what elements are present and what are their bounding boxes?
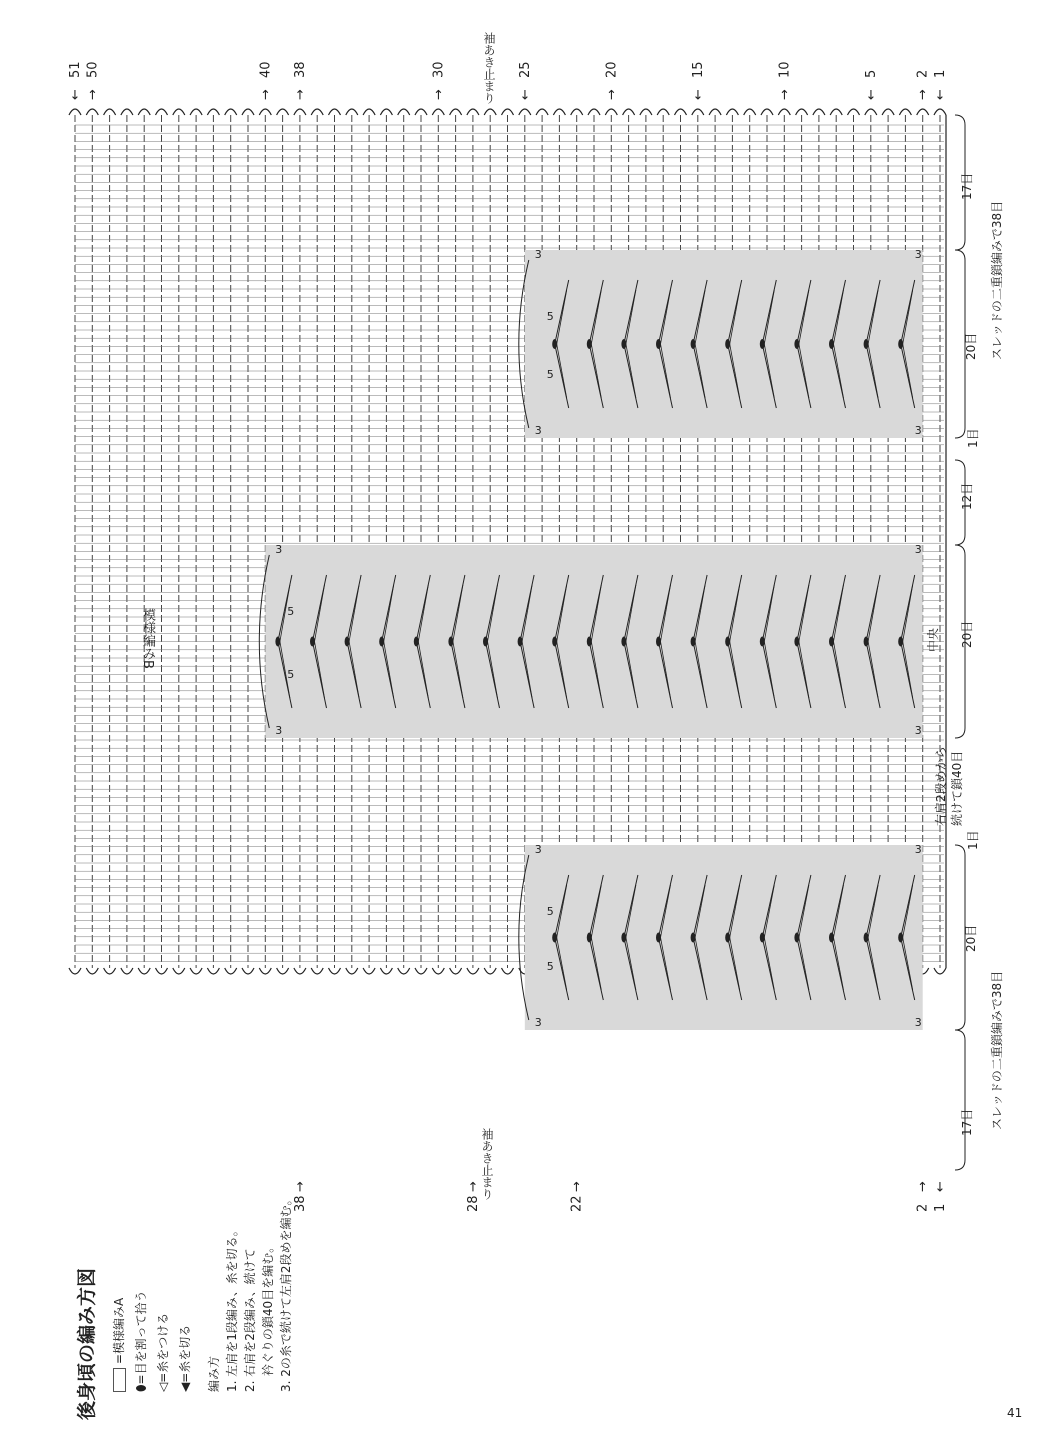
turning-chain [917,109,929,115]
turning-chain [259,109,271,115]
turning-chain [294,968,306,974]
split-pick-mark [691,637,696,647]
motif-count: 3 [534,424,542,437]
motif-count: 3 [534,1016,542,1029]
arrow-left-icon: ← [863,89,879,100]
turning-chain [104,109,116,115]
turning-chain [709,109,721,115]
split-pick-mark [587,637,592,647]
turning-chain [190,968,202,974]
arrow-left-icon: ← [933,1181,948,1192]
motif-count: 5 [546,310,554,323]
turning-chain [796,109,808,115]
motif-count: 3 [914,724,922,737]
split-pick-mark [898,637,903,647]
motif-count: 3 [914,843,922,856]
motif-count: 3 [534,248,542,261]
row-number-top: 40 [258,61,274,78]
split-pick-mark [656,933,661,943]
sleeve-stop-label-bottom: 袖あき止まり [480,1128,494,1200]
split-pick-mark [621,933,626,943]
turning-chain [502,968,514,974]
slit-note-bottom: スレッドの二重鎖編みで38目 [990,970,1004,1130]
legend-item-join: ◁=糸をつける [156,1312,170,1392]
turning-chain [571,109,583,115]
row-number-top: 2 [915,69,931,78]
turning-chain [329,109,341,115]
turning-chain [69,109,81,115]
split-pick-mark [829,339,834,349]
turning-chain [311,109,323,115]
turning-chain [398,109,410,115]
motif-count: 5 [287,605,295,618]
split-pick-mark [621,637,626,647]
center-label: 中央 [926,627,940,652]
row-number-bottom: 22 [569,1195,585,1212]
turning-chain [432,968,444,974]
row-number-top: 50 [85,61,101,78]
turning-chain [380,968,392,974]
motif-count: 5 [546,368,554,381]
split-pick-mark [587,933,592,943]
pattern-b-label: 模様編みB [140,608,155,669]
arrow-right-icon: → [915,89,931,100]
turning-chain [294,109,306,115]
arrow-right-icon: → [292,89,308,100]
arrow-left-icon: ← [933,89,948,100]
turning-chain [623,109,635,115]
motif-count: 3 [914,543,922,556]
split-pick-mark [794,933,799,943]
arrow-right-icon: → [258,89,274,100]
turning-chain [69,968,81,974]
turning-chain [899,109,911,115]
turning-chain [553,109,565,115]
split-pick-mark [829,933,834,943]
turning-chain [156,109,168,115]
motif-count: 5 [546,960,554,973]
turning-chain [207,968,219,974]
turning-chain [277,109,289,115]
motif-count: 5 [287,668,295,681]
turning-chain [138,968,150,974]
row-number-bottom: 28 [465,1195,481,1212]
turning-chain [398,968,410,974]
turning-chain [380,109,392,115]
turning-chain [363,968,375,974]
split-pick-mark [552,933,557,943]
pattern-a-panel [525,250,923,438]
turning-chain [865,109,877,115]
split-pick-mark [725,933,730,943]
row-number-bottom: 2 [915,1203,931,1212]
turning-chain [86,109,98,115]
row-number-bottom: 38 [292,1195,308,1212]
instruction-step-3: 3. 2の糸で続けて左肩2段めを編む。 [279,1193,293,1392]
motif-count: 5 [546,905,554,918]
row-number-top: 15 [690,61,706,78]
turning-chain [156,968,168,974]
row-number-top: 25 [517,61,533,78]
split-pick-mark [898,933,903,943]
oval-filled-icon: ⬮ [134,1384,148,1392]
split-pick-mark [275,637,280,647]
turning-chain [104,968,116,974]
turning-chain [605,109,617,115]
count-12: 12目 [960,482,974,510]
slit-note-top: スレッドの二重鎖編みで38目 [990,200,1004,360]
split-pick-mark [656,339,661,349]
stitch-grid [69,109,946,974]
split-pick-mark [794,339,799,349]
neck-note-1: 右肩2段めから [934,746,948,826]
motif-count: 3 [275,724,283,737]
turning-chain [259,968,271,974]
turning-chain [225,109,237,115]
instruction-step-1: 1. 左肩を1段編み、糸を切る。 [225,1224,239,1392]
arrow-right-icon: → [431,89,447,100]
turning-chain [467,109,479,115]
pattern-a-panel [525,845,923,1030]
motif-count: 3 [275,543,283,556]
neck-note-2: 続けて鎖40目 [950,750,964,826]
turning-chain [467,968,479,974]
count-20-top: 20目 [964,332,978,360]
row-number-top: 10 [777,61,793,78]
turning-chain [450,109,462,115]
turning-chain [121,109,133,115]
turning-chain [242,968,254,974]
motif-count: 3 [914,248,922,261]
split-pick-mark [760,637,765,647]
split-pick-mark [379,637,384,647]
legend-item-a: =模様編みA [110,1298,127,1392]
legend-item-pick: ⬮=目を割って拾う [134,1290,148,1392]
row-number-top: 30 [431,61,447,78]
turning-chain [484,968,496,974]
split-pick-mark [448,637,453,647]
split-pick-mark [760,339,765,349]
split-pick-mark [864,933,869,943]
arrow-right-icon: → [85,89,101,100]
turning-chain [484,109,496,115]
turning-chain [329,968,341,974]
split-pick-mark [656,637,661,647]
count-1-top: 1目 [966,428,980,448]
turning-chain [744,109,756,115]
turning-chain [675,109,687,115]
split-pick-mark [483,637,488,647]
row-number-top: 20 [604,61,620,78]
legend-item-cut: ◀=糸を切る [178,1324,192,1392]
turning-chain [536,109,548,115]
split-pick-mark [691,339,696,349]
turning-chain [588,109,600,115]
instruction-step-2: 2. 右肩を2段編み、続けて [243,1248,257,1392]
instruction-step-2b: 衿ぐりの鎖40目を編む。 [261,1240,275,1392]
split-pick-mark [794,637,799,647]
motif-count: 3 [914,424,922,437]
turning-chain [640,109,652,115]
turning-chain [415,968,427,974]
arrow-left-icon: ← [690,89,706,100]
turning-chain [761,109,773,115]
row-number-top: 5 [863,69,879,78]
turning-chain [813,109,825,115]
triangle-open-icon: ◁ [156,1382,170,1392]
turning-chain [830,109,842,115]
count-17-top: 17目 [960,172,974,200]
count-17-bottom: 17目 [960,1108,974,1136]
turning-chain [934,109,946,115]
pattern-a-panel [265,545,922,738]
turning-chain [138,109,150,115]
turning-chain [190,109,202,115]
turning-chain [778,109,790,115]
turning-chain [432,109,444,115]
turning-chain [173,968,185,974]
split-pick-mark [310,637,315,647]
turning-chain [277,968,289,974]
row-number-top: 51 [68,61,83,78]
row-number-top: 1 [933,69,948,78]
arrow-right-icon: → [604,89,620,100]
split-pick-mark [552,637,557,647]
count-20-bottom: 20目 [964,924,978,952]
shaded-box-icon [113,1368,126,1392]
motif-count: 3 [914,1016,922,1029]
arrow-right-icon: → [569,1181,585,1192]
arrow-left-icon: ← [68,89,83,100]
row-number-bottom: 1 [933,1203,948,1212]
turning-chain [346,968,358,974]
arrow-left-icon: ← [517,89,533,100]
count-bracket [955,1030,965,1170]
turning-chain [450,968,462,974]
turning-chain [121,968,133,974]
turning-chain [415,109,427,115]
turning-chain [726,109,738,115]
split-pick-mark [691,933,696,943]
turning-chain [934,968,946,974]
arrow-right-icon: → [777,89,793,100]
turning-chain [173,109,185,115]
split-pick-mark [414,637,419,647]
turning-chain [86,968,98,974]
arrow-right-icon: → [292,1181,308,1192]
turning-chain [502,109,514,115]
motif-count: 3 [534,843,542,856]
split-pick-mark [898,339,903,349]
split-pick-mark [621,339,626,349]
turning-chain [207,109,219,115]
split-pick-mark [518,637,523,647]
split-pick-mark [552,339,557,349]
chart-title: 後身頃の編み方図 [76,1267,98,1420]
turning-chain [692,109,704,115]
turning-chain [225,968,237,974]
turning-chain [242,109,254,115]
turning-chain [657,109,669,115]
split-pick-mark [345,637,350,647]
triangle-filled-icon: ◀ [178,1382,192,1392]
split-pick-mark [864,637,869,647]
split-pick-mark [864,339,869,349]
arrow-right-icon: → [465,1181,481,1192]
split-pick-mark [829,637,834,647]
split-pick-mark [760,933,765,943]
sleeve-stop-label-top: 袖あき止まり [482,32,496,104]
split-pick-mark [725,339,730,349]
arrow-right-icon: → [915,1181,931,1192]
row-number-top: 38 [292,61,308,78]
turning-chain [519,109,531,115]
turning-chain [346,109,358,115]
turning-chain [882,109,894,115]
page-number: 41 [1007,1406,1023,1420]
turning-chain [363,109,375,115]
count-1-bottom: 1目 [966,830,980,850]
count-20-center: 20目 [960,620,974,648]
split-pick-mark [725,637,730,647]
instructions-heading: 編み方 [207,1355,221,1392]
turning-chain [311,968,323,974]
turning-chain [848,109,860,115]
split-pick-mark [587,339,592,349]
